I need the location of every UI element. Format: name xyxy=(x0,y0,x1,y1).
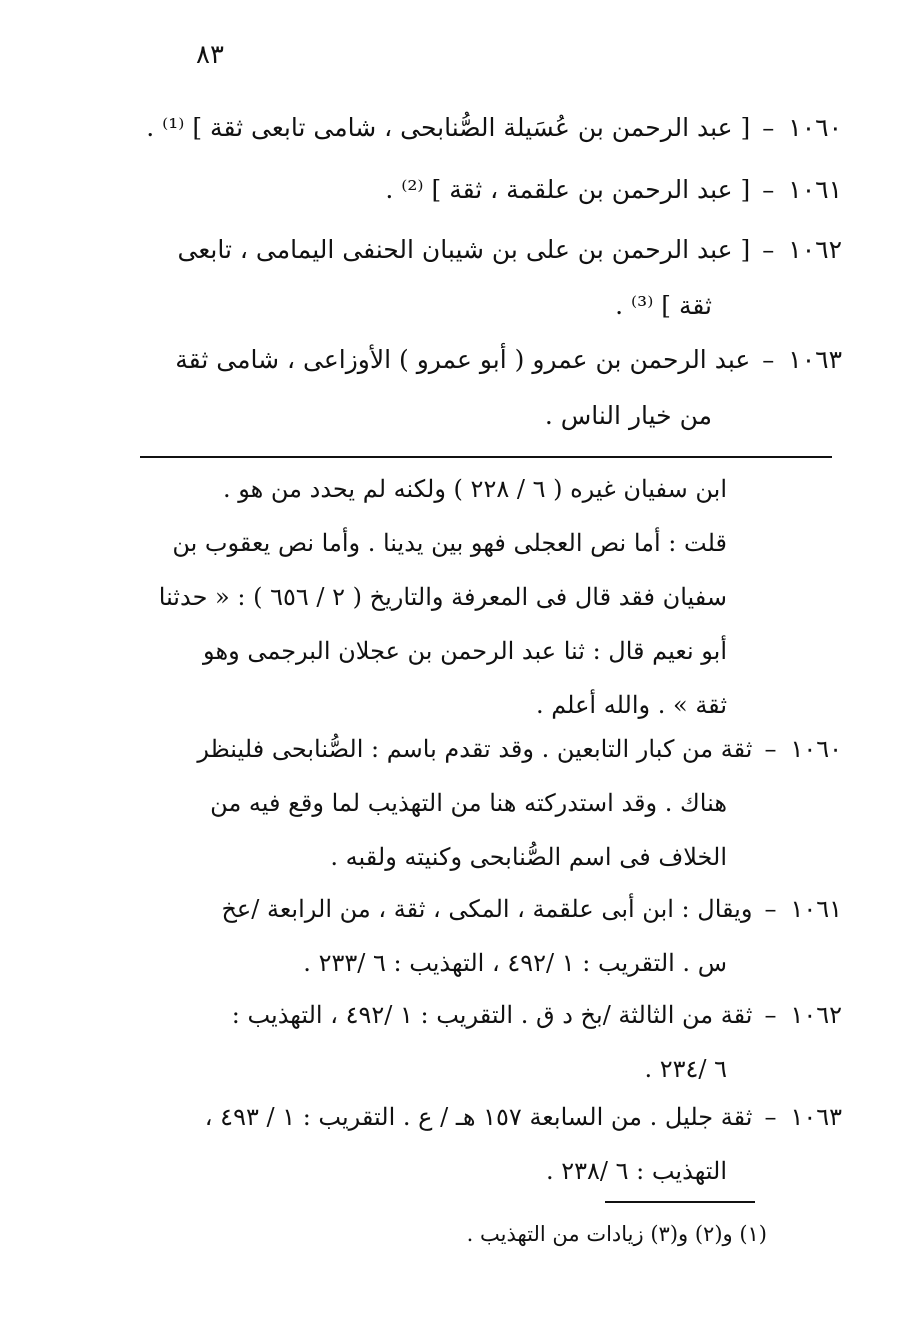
footnote: (١) و(٢) و(٣) زيادات من التهذيب . xyxy=(466,1222,767,1246)
note-number: ١٠٦٣ xyxy=(790,1103,842,1131)
entry-text: [ عبد الرحمن بن على بن شيبان الحنفى اليمامى ، تابعى xyxy=(177,235,751,264)
entry-text-continued: ثقة ] ⁽³⁾ . xyxy=(615,291,712,320)
note-text: ثقة من الثالثة /بخ د ق . التقريب : ١ /٤٩٢ ، التهذيب : xyxy=(231,1001,753,1029)
page-number: ٨٣ xyxy=(196,40,224,70)
entry-1063: ١٠٦٣–عبد الرحمن بن عمرو ( أبو عمرو ) الأوزاعى ، شامى ثقة من خيار الناس . xyxy=(142,332,842,444)
entry-1062: ١٠٦٢–[ عبد الرحمن بن على بن شيبان الحنفى اليمامى ، تابعى ثقة ] ⁽³⁾ . xyxy=(142,222,842,334)
note-number: ١٠٦١ xyxy=(790,895,842,923)
note-1062: ١٠٦٢–ثقة من الثالثة /بخ د ق . التقريب : ١ /٤٩٢ ، التهذيب : ٦ /٢٣٤ . xyxy=(152,988,842,1096)
entry-number: ١٠٦١ xyxy=(788,175,842,204)
note-1063: ١٠٦٣–ثقة جليل . من السابعة ١٥٧ هـ / ع . التقريب : ١ / ٤٩٣ ، التهذيب : ٦ /٢٣٨ . xyxy=(152,1090,842,1198)
note-line: أبو نعيم قال : ثنا عبد الرحمن بن عجلان البرجمى وهو xyxy=(203,637,727,665)
entry-number: ١٠٦٢ xyxy=(788,235,842,264)
entry-text: [ عبد الرحمن بن علقمة ، ثقة ] ⁽²⁾ . xyxy=(385,175,751,204)
notes-intro xyxy=(158,462,727,732)
entry-number: ١٠٦٣ xyxy=(788,345,842,374)
note-line: ابن سفيان غيره ( ٦ / ٢٢٨ ) ولكنه لم يحدد من هو . xyxy=(222,475,727,503)
note-text: ويقال : ابن أبى علقمة ، المكى ، ثقة ، من الرابعة /عخ xyxy=(221,895,753,923)
note-1061: ١٠٦١–ويقال : ابن أبى علقمة ، المكى ، ثقة ، من الرابعة /عخ س . التقريب : ١ /٤٩٢ ، التهذيب : ٦ /٢٣٣ . xyxy=(152,882,842,990)
entry-text: عبد الرحمن بن عمرو ( أبو عمرو ) الأوزاعى ، شامى ثقة xyxy=(175,345,751,374)
note-text: ثقة جليل . من السابعة ١٥٧ هـ / ع . التقريب : ١ / ٤٩٣ ، xyxy=(204,1103,753,1131)
note-text: ثقة من كبار التابعين . وقد تقدم باسم : الصُّنابحى فلينظر xyxy=(197,735,753,763)
note-text-continued: ٦ /٢٣٤ . xyxy=(644,1055,727,1083)
note-number: ١٠٦٠ xyxy=(790,735,842,763)
entry-number: ١٠٦٠ xyxy=(788,113,842,142)
note-text-continued: س . التقريب : ١ /٤٩٢ ، التهذيب : ٦ /٢٣٣ . xyxy=(303,949,727,977)
entry-text-continued: من خيار الناس . xyxy=(544,401,712,430)
note-text-continued: التهذيب : ٦ /٢٣٨ . xyxy=(545,1157,727,1185)
note-text-continued: الخلاف فى اسم الصُّنابحى وكنيته ولقبه . xyxy=(330,843,727,871)
note-number: ١٠٦٢ xyxy=(790,1001,842,1029)
entry-1060: ١٠٦٠–[ عبد الرحمن بن عُسَيلة الصُّنابحى ، شامى تابعى ثقة ] ⁽¹⁾ . xyxy=(142,100,842,156)
entry-text: [ عبد الرحمن بن عُسَيلة الصُّنابحى ، شامى تابعى ثقة ] ⁽¹⁾ . xyxy=(146,113,751,142)
note-1060: ١٠٦٠–ثقة من كبار التابعين . وقد تقدم باسم : الصُّنابحى فلينظر هناك . وقد استدركته هنا من التهذيب لما وقع فيه من الخلاف فى اسم الصُّنابحى وكنيته ولقبه . xyxy=(152,722,842,884)
note-line: ثقة » . والله أعلم . xyxy=(535,691,727,719)
entry-1061: ١٠٦١–[ عبد الرحمن بن علقمة ، ثقة ] ⁽²⁾ . xyxy=(142,162,842,218)
footnote-divider xyxy=(605,1201,755,1203)
note-text-continued: هناك . وقد استدركته هنا من التهذيب لما وقع فيه من xyxy=(210,789,727,817)
note-line: قلت : أما نص العجلى فهو بين يدينا . وأما نص يعقوب بن xyxy=(172,529,727,557)
section-divider xyxy=(140,456,832,458)
note-line: سفيان فقد قال فى المعرفة والتاريخ ( ٢ / ٦٥٦ ) : « حدثنا xyxy=(158,583,727,611)
